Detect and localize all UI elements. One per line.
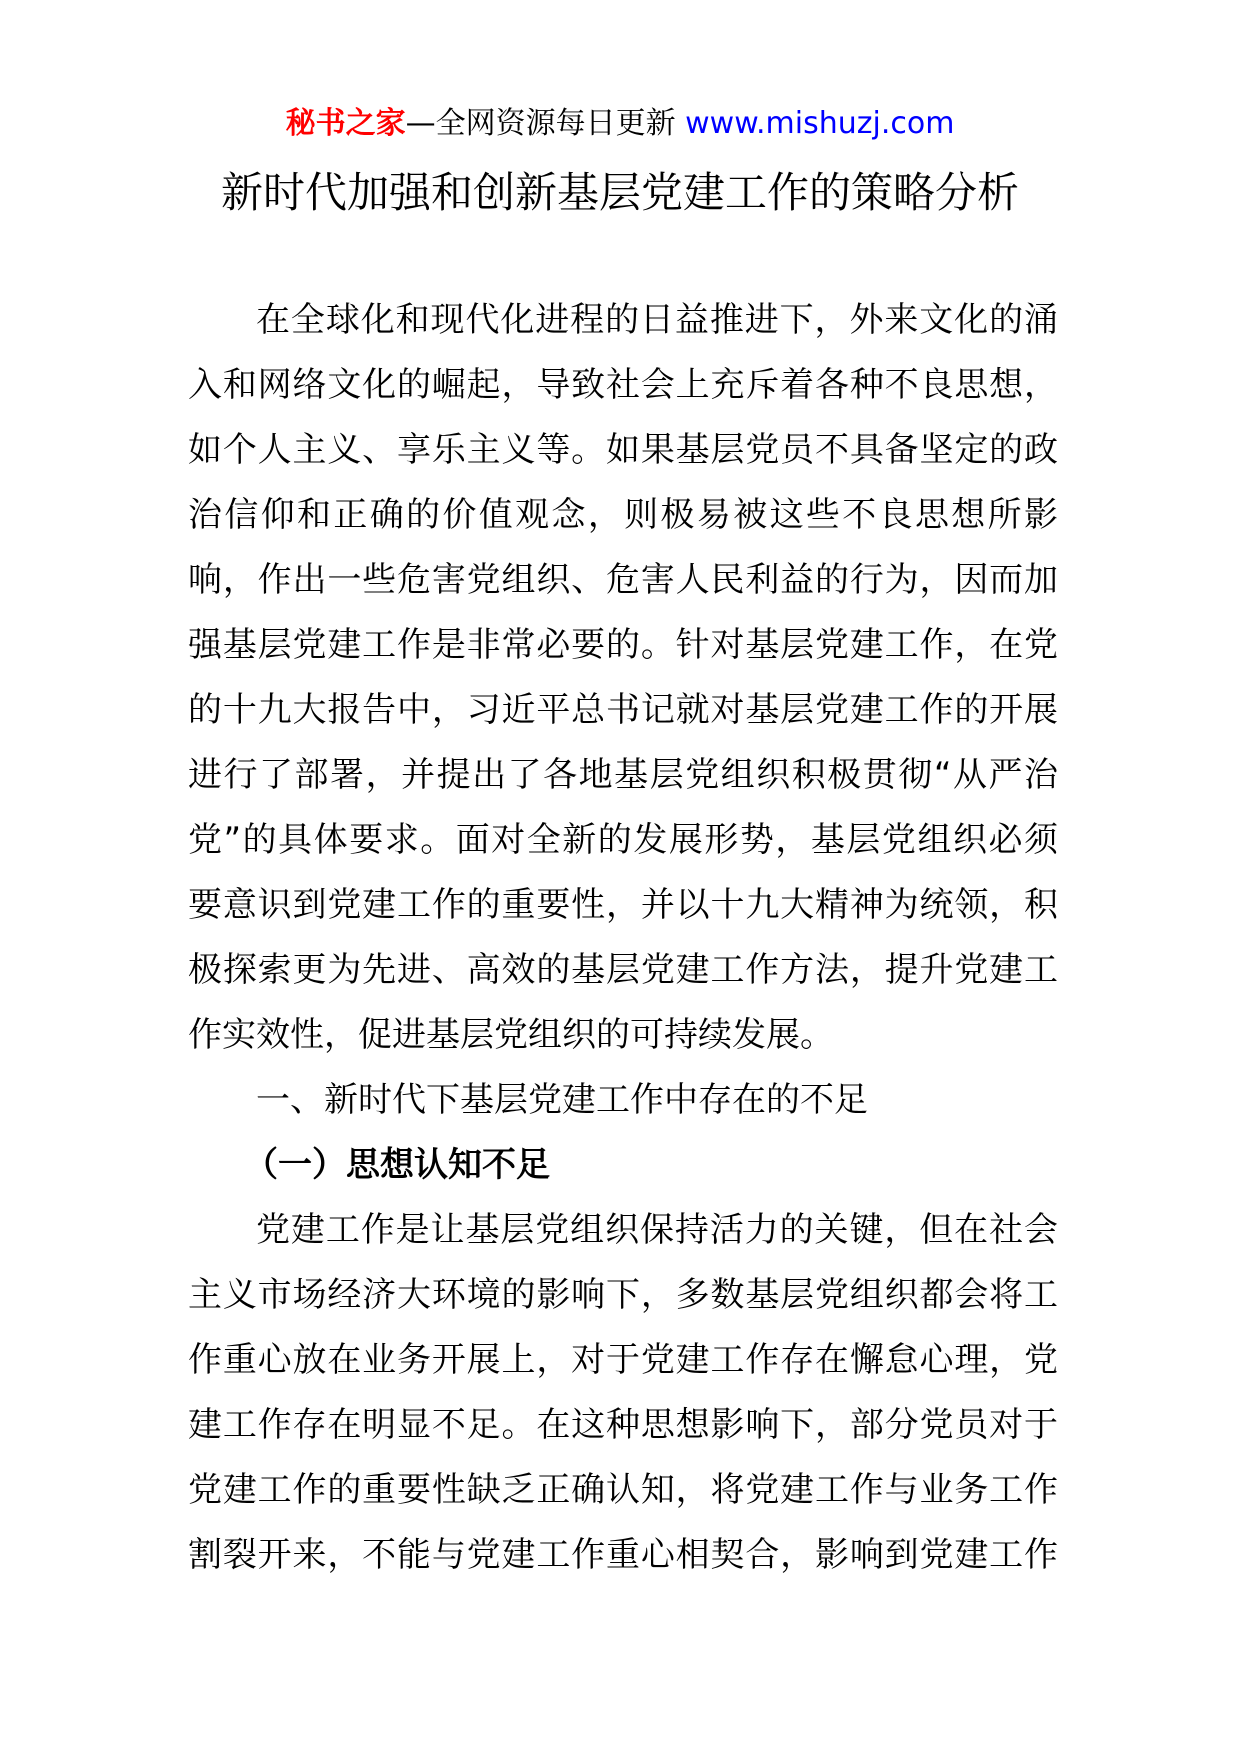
paragraph-line: 党建工作是让基层党组织保持活力的关键，但在社会 — [256, 1210, 1058, 1250]
paragraph-line: 强基层党建工作是非常必要的。针对基层党建工作，在党 — [188, 625, 1058, 665]
paragraph-line: 极探索更为先进、高效的基层党建工作方法，提升党建工 — [188, 950, 1058, 990]
paragraph-line: 要意识到党建工作的重要性，并以十九大精神为统领，积 — [188, 885, 1058, 925]
paragraph-line: 如个人主义、享乐主义等。如果基层党员不具备坚定的政 — [188, 430, 1058, 470]
paragraph-line: 在全球化和现代化进程的日益推进下，外来文化的涌 — [256, 300, 1058, 340]
subsection-heading: （一）思想认知不足 — [244, 1145, 550, 1185]
paragraph-line: 的十九大报告中，习近平总书记就对基层党建工作的开展 — [188, 690, 1058, 730]
paragraph-line: 党”的具体要求。面对全新的发展形势，基层党组织必须 — [188, 820, 1058, 860]
site-header — [0, 100, 1240, 148]
site-tagline: —全网资源每日更新 — [405, 106, 686, 141]
paragraph-line: 入和网络文化的崛起，导致社会上充斥着各种不良思想， — [188, 365, 1058, 405]
site-url-link[interactable]: www.mishuzj.com — [685, 106, 955, 141]
paragraph-line: 响，作出一些危害党组织、危害人民利益的行为，因而加 — [188, 560, 1058, 600]
document-title: 新时代加强和创新基层党建工作的策略分析 — [220, 168, 1019, 217]
paragraph-line: 建工作存在明显不足。在这种思想影响下，部分党员对于 — [188, 1405, 1058, 1445]
section-heading: 一、新时代下基层党建工作中存在的不足 — [256, 1080, 868, 1120]
site-name: 秘书之家 — [285, 106, 406, 141]
paragraph-line: 治信仰和正确的价值观念，则极易被这些不良思想所影 — [188, 495, 1058, 535]
paragraph-line: 党建工作的重要性缺乏正确认知，将党建工作与业务工作 — [188, 1470, 1058, 1510]
paragraph-line: 作重心放在业务开展上，对于党建工作存在懈怠心理，党 — [188, 1340, 1058, 1380]
document-body — [188, 288, 1058, 1588]
paragraph-line: 割裂开来，不能与党建工作重心相契合，影响到党建工作 — [188, 1535, 1058, 1575]
paragraph-line: 进行了部署，并提出了各地基层党组织积极贯彻“从严治 — [188, 755, 1058, 795]
paragraph-line: 主义市场经济大环境的影响下，多数基层党组织都会将工 — [188, 1275, 1058, 1315]
paragraph-line: 作实效性，促进基层党组织的可持续发展。 — [188, 1015, 834, 1055]
